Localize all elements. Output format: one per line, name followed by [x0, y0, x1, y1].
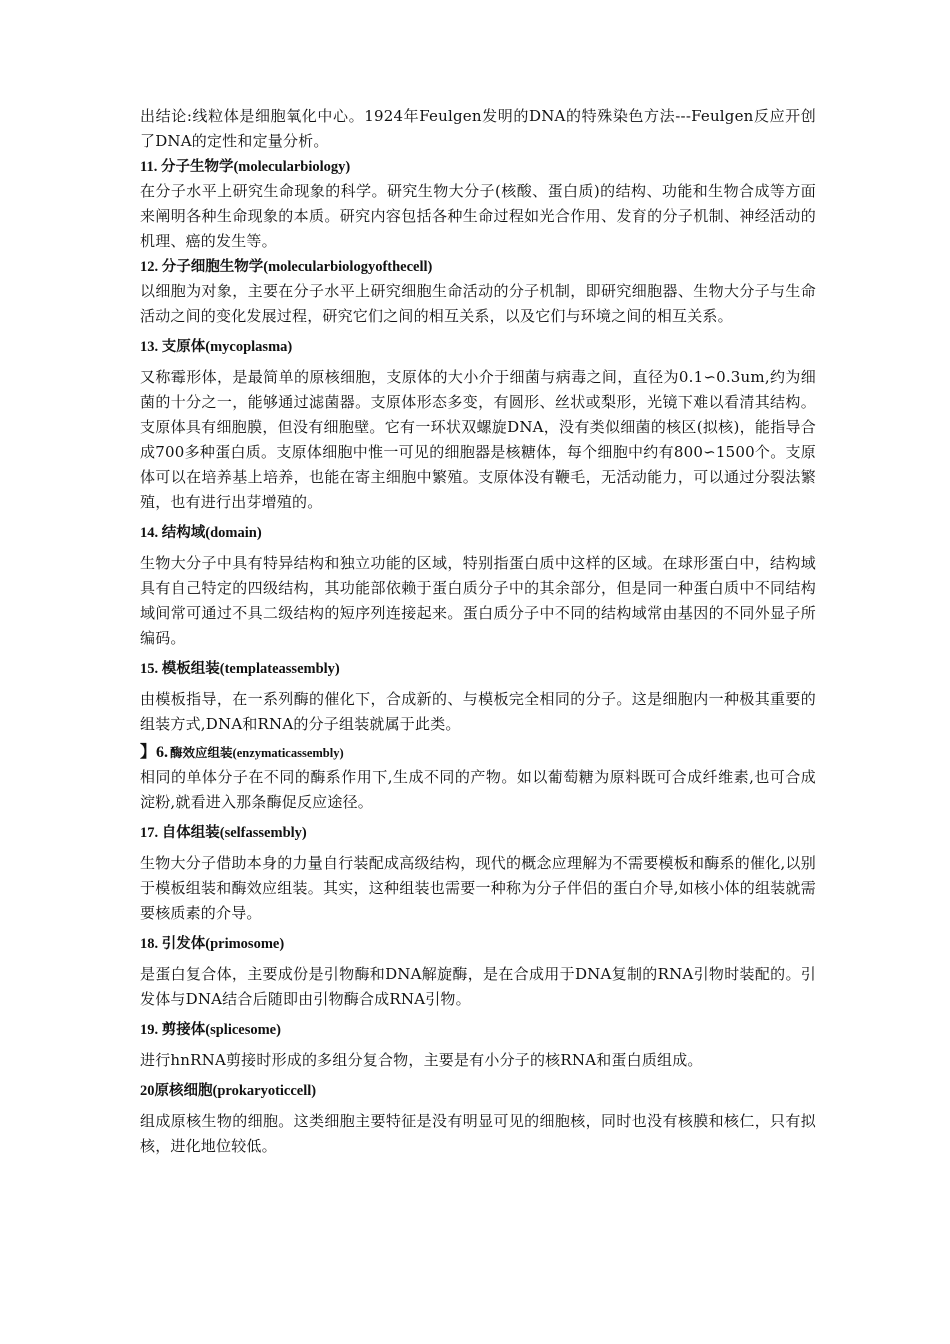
section-number: 】6. — [140, 744, 169, 761]
section-number: 12. — [140, 259, 159, 275]
section-number: 17. — [140, 825, 159, 841]
section-heading-13 — [140, 337, 816, 357]
section-heading-16 — [140, 743, 816, 763]
section-title-en: (molecularbiology) — [233, 159, 351, 175]
section-title-en: (splicesome) — [205, 1022, 281, 1038]
section-title-zh: 结构域 — [161, 525, 206, 541]
section-heading-18 — [140, 934, 816, 954]
section-title-zh: 支原体 — [161, 339, 206, 355]
section-title-zh: 分子细胞生物学 — [161, 259, 264, 275]
document-page — [140, 104, 816, 1159]
section-title-zh: 模板组装 — [161, 661, 220, 677]
intro-paragraph: 出结论:线粒体是细胞氧化中心。1924年Feulgen发明的DNA的特殊染色方法---Feulgen反应开创了DNA的定性和定量分析。 — [140, 107, 816, 150]
section-body-19: 进行hnRNA剪接时形成的多组分复合物，主要是有小分子的核RNA和蛋白质组成。 — [140, 1051, 703, 1069]
section-title-en: (templateassembly) — [219, 661, 340, 677]
section-body-20: 组成原核生物的细胞。这类细胞主要特征是没有明显可见的细胞核，同时也没有核膜和核仁，只有拟核，进化地位较低。 — [140, 1112, 816, 1155]
section-title-zh: 分子生物学 — [160, 159, 234, 175]
section-title-en: (enzymaticassembly) — [232, 746, 344, 760]
section-number: 14. — [140, 525, 159, 541]
section-number: 20 — [140, 1083, 155, 1099]
section-title-en: (selfassembly) — [219, 825, 307, 841]
section-heading-20 — [140, 1081, 816, 1101]
section-number: 13. — [140, 339, 159, 355]
section-heading-14 — [140, 523, 816, 543]
section-title-en: (domain) — [205, 525, 262, 541]
section-number: 19. — [140, 1022, 159, 1038]
section-body-15: 由模板指导，在一系列酶的催化下，合成新的、与模板完全相同的分子。这是细胞内一种极其重要的组装方式,DNA和RNA的分子组装就属于此类。 — [140, 690, 816, 733]
section-title-zh: 酶效应组装 — [170, 746, 233, 760]
section-heading-17 — [140, 823, 816, 843]
section-title-en: (molecularbiologyofthecell) — [263, 259, 433, 275]
section-body-18: 是蛋白复合体，主要成份是引物酶和DNA解旋酶，是在合成用于DNA复制的RNA引物时装配的。引发体与DNA结合后随即由引物酶合成RNA引物。 — [140, 965, 816, 1008]
section-heading-19 — [140, 1020, 816, 1040]
section-body-13: 又称霉形体，是最简单的原核细胞，支原体的大小介于细菌与病毒之间，直径为0.1∽0.3um,约为细菌的十分之一，能够通过滤菌器。支原体形态多变，有圆形、丝状或梨形，光镜下难以看清其结构。支原体具有细胞膜，但没有细胞壁。它有一环状双螺旋DNA，没有类似细菌的核区(拟核)，能指导合成700多种蛋白质。支原体细胞中惟一可见的细胞器是核糖体，每个细胞中约有800∽1500个。支原体可以在培养基上培养，也能在寄主细胞中繁殖。支原体没有鞭毛，无活动能力，可以通过分裂法繁殖，也有进行出芽增殖的。 — [140, 368, 816, 511]
section-body-12: 以细胞为对象，主要在分子水平上研究细胞生命活动的分子机制，即研究细胞器、生物大分子与生命活动之间的变化发展过程，研究它们之间的相互关系，以及它们与环境之间的相互关系。 — [140, 282, 816, 325]
section-title-en: (prokaryoticcell) — [212, 1083, 317, 1099]
section-heading-15 — [140, 659, 816, 679]
section-number: 11. — [140, 159, 158, 175]
section-title-zh: 原核细胞 — [154, 1083, 213, 1099]
section-title-zh: 剪接体 — [161, 1022, 206, 1038]
section-title-zh: 引发体 — [161, 936, 206, 952]
section-title-en: (primosome) — [205, 936, 285, 952]
section-heading-11 — [140, 157, 816, 177]
section-heading-12 — [140, 257, 816, 277]
section-body-16: 相同的单体分子在不同的酶系作用下,生成不同的产物。如以葡萄糖为原料既可合成纤维素,也可合成淀粉,就看进入那条酶促反应途径。 — [140, 768, 816, 811]
section-body-14: 生物大分子中具有特异结构和独立功能的区域，特别指蛋白质中这样的区域。在球形蛋白中，结构域具有自己特定的四级结构，其功能部依赖于蛋白质分子中的其余部分，但是同一种蛋白质中不同结构域间常可通过不具二级结构的短序列连接起来。蛋白质分子中不同的结构域常由基因的不同外显子所编码。 — [140, 554, 816, 647]
section-number: 15. — [140, 661, 159, 677]
section-body-17: 生物大分子借助本身的力量自行装配成高级结构，现代的概念应理解为不需要模板和酶系的催化,以别于模板组装和酶效应组装。其实，这种组装也需要一种称为分子伴侣的蛋白介导,如核小体的组装就需要核质素的介导。 — [140, 854, 816, 922]
section-title-en: (mycoplasma) — [205, 339, 293, 355]
section-title-zh: 自体组装 — [161, 825, 220, 841]
section-number: 18. — [140, 936, 159, 952]
section-body-11: 在分子水平上研究生命现象的科学。研究生物大分子(核酸、蛋白质)的结构、功能和生物合成等方面来阐明各种生命现象的本质。研究内容包括各种生命过程如光合作用、发育的分子机制、神经活动的机理、癌的发生等。 — [140, 182, 816, 250]
